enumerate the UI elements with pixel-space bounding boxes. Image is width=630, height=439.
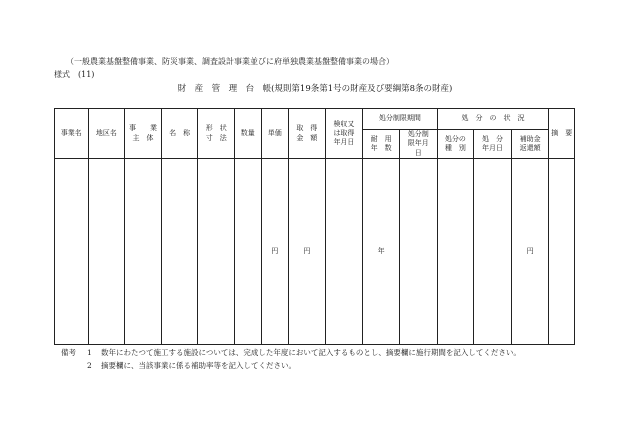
col-acquisition-amount: 取 得 金 額: [289, 109, 326, 159]
cell-operator[interactable]: [125, 159, 162, 345]
cell-disposal-type[interactable]: [437, 159, 474, 345]
col-operator: 事 業 主 体: [125, 109, 162, 159]
unit-year: 年: [377, 247, 385, 256]
cell-limit-date[interactable]: [399, 159, 437, 345]
cell-remarks[interactable]: [549, 159, 575, 345]
col-district-name: 地区名: [88, 109, 125, 159]
cell-disposal-date[interactable]: [474, 159, 512, 345]
note-number: 2: [87, 361, 92, 370]
property-ledger-table: [54, 108, 575, 345]
form-scope-note: （一般農業基盤整備事業、防災事業、調査設計事業並びに府単独農業基盤整備事業の場合）: [66, 57, 394, 66]
col-disposal-date: 処 分 年月日: [474, 130, 512, 159]
col-remarks: 摘 要: [549, 109, 575, 159]
cell-district-name[interactable]: [88, 159, 125, 345]
cell-acquisition-amount[interactable]: [289, 159, 326, 345]
note-text: 数年にわたつて施工する施設については、完成した年度において記入するものとし、摘要欄に施行期間を記入してください。: [101, 348, 521, 357]
col-acquisition-date: 検収又 は取得 年月日: [325, 109, 363, 159]
cell-quantity[interactable]: [235, 159, 261, 345]
note-text: 摘要欄に、当該事業に係る補助率等を記入してください。: [101, 361, 296, 370]
col-disposal-type: 処分の 種 別: [437, 130, 474, 159]
entry-row: [55, 159, 575, 345]
col-shape-size: 形 状 寸 法: [198, 109, 235, 159]
cell-shape-size[interactable]: [198, 159, 235, 345]
cell-acquisition-date[interactable]: [325, 159, 363, 345]
cell-useful-life[interactable]: [363, 159, 400, 345]
cell-name[interactable]: [161, 159, 198, 345]
cell-subsidy-return[interactable]: [511, 159, 549, 345]
col-useful-life: 耐 用 年 数: [363, 130, 400, 159]
col-unit-price: 単価: [261, 109, 288, 159]
form-number: 様式 (11): [54, 70, 95, 79]
cell-project-name[interactable]: [55, 159, 89, 345]
unit-yen: 円: [271, 247, 279, 256]
col-subsidy-return: 補助金 返還額: [511, 130, 549, 159]
unit-yen: 円: [303, 247, 311, 256]
col-group-disposal-limit: 処分制限期間: [363, 109, 437, 130]
col-group-disposal-status: 処 分 の 状 況: [437, 109, 549, 130]
form-title: 財 産 管 理 台 帳(規則第19条第1号の財産及び要綱第8条の財産): [177, 84, 453, 94]
unit-yen: 円: [526, 247, 534, 256]
header-row-1: [55, 109, 575, 130]
col-limit-date: 処分制 限年月 日: [399, 130, 437, 159]
cell-unit-price[interactable]: [261, 159, 288, 345]
notes-label: 備考: [61, 348, 76, 357]
note-number: 1: [87, 348, 92, 357]
col-project-name: 事業名: [55, 109, 89, 159]
col-quantity: 数量: [235, 109, 261, 159]
col-name: 名 称: [161, 109, 198, 159]
